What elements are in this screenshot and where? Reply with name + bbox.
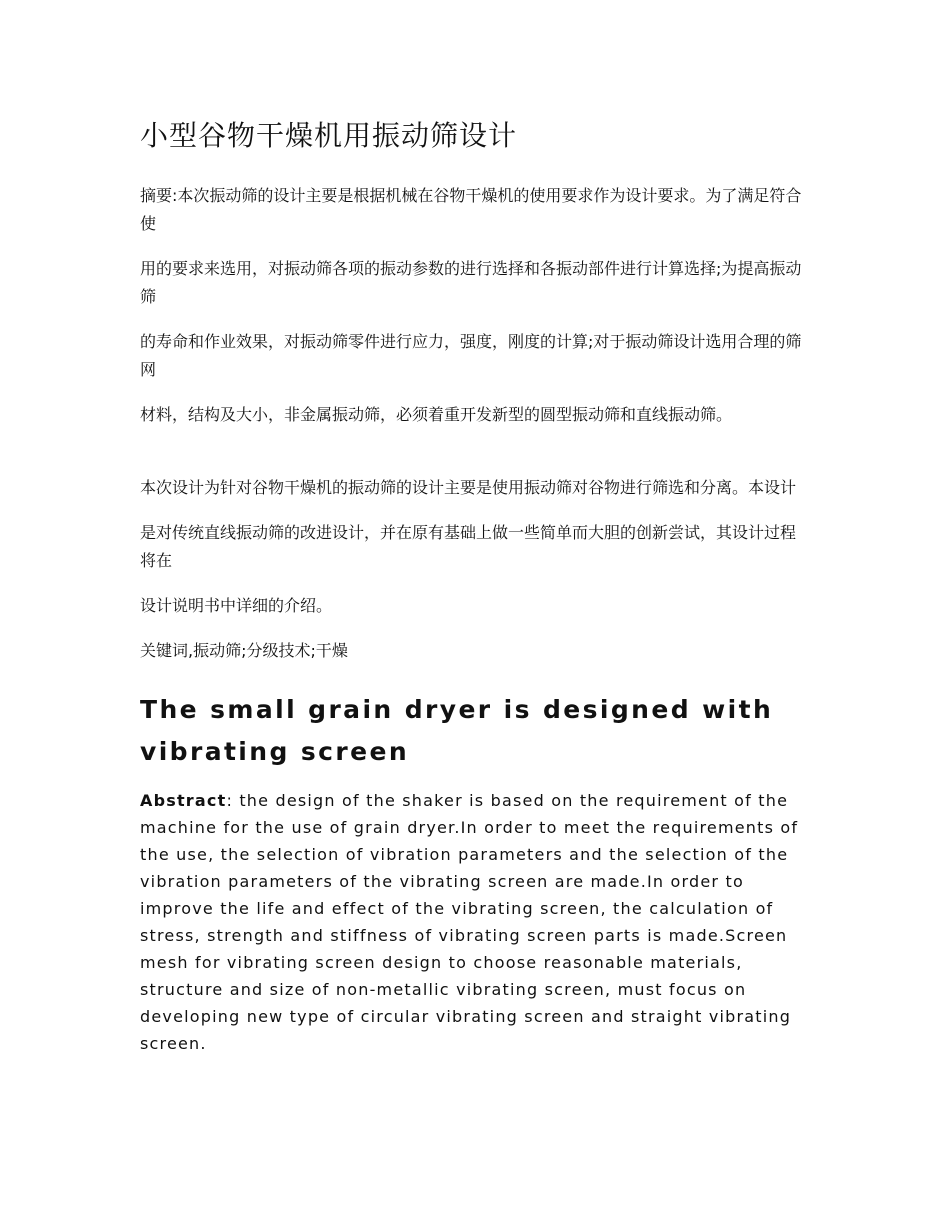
chinese-title: 小型谷物干燥机用振动筛设计: [140, 119, 518, 152]
chinese-paragraph: 的寿命和作业效果，对振动筛零件进行应力，强度，刚度的计算;对于振动筛设计选用合理的筛网: [140, 332, 802, 380]
chinese-paragraph: 本次设计为针对谷物干燥机的振动筛的设计主要是使用振动筛对谷物进行筛选和分离。本设计: [140, 478, 797, 498]
paragraph-spacer: [140, 446, 810, 474]
chinese-paragraph: 摘要:本次振动筛的设计主要是根据机械在谷物干燥机的使用要求作为设计要求。为了满足符合使: [140, 186, 802, 234]
abstract-label: Abstract: [140, 791, 227, 811]
chinese-paragraph: 用的要求来选用，对振动筛各项的振动参数的进行选择和各振动部件进行计算选择;为提高振动筛: [140, 259, 802, 307]
chinese-paragraph: 是对传统直线振动筛的改进设计，并在原有基础上做一些简单而大胆的创新尝试，其设计过程将在: [140, 523, 797, 571]
document-page: [140, 118, 810, 1057]
chinese-paragraph: 设计说明书中详细的介绍。: [140, 596, 333, 616]
keywords-cn: 关键词,振动筛;分级技术;干燥: [140, 641, 348, 661]
chinese-paragraph: 材料，结构及大小，非金属振动筛，必须着重开发新型的圆型振动筛和直线振动筛。: [140, 405, 733, 425]
english-abstract: [140, 787, 810, 1057]
english-title: The small grain dryer is designed with vibrating screen: [140, 695, 774, 767]
abstract-text: : the design of the shaker is based on the requirement of the machine for the use of grain dryer.In order to meet the requirements of the use, the selection of vibration parameters and the selection of the vibration parameters of the vibrating screen are made.In order to improve the life and effect of the vibrating screen, the calculation of stress, strength and stiffness of vibrating screen parts is made.Screen mesh for vibrating screen design to choose reasonable materials, structure and size of non-metallic vibrating screen, must focus on developing new type of circular vibrating screen and straight vibrating screen.: [140, 791, 799, 1054]
